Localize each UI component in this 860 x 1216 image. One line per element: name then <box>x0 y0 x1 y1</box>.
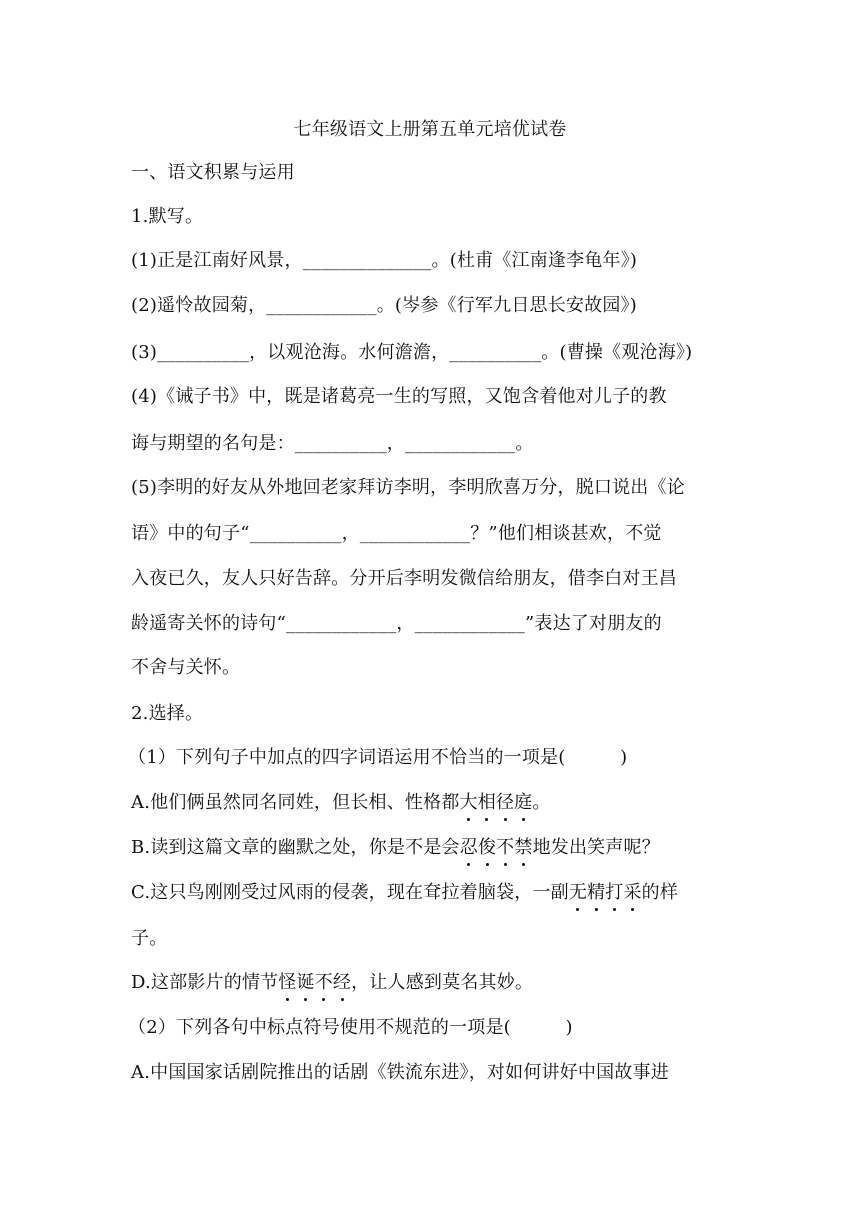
dotted-idiom <box>460 837 533 858</box>
emphasis-dot-char: 经 <box>332 972 352 993</box>
emphasis-dot-char: 采 <box>623 882 642 903</box>
option-text: ，让人感到莫名其妙。 <box>351 972 534 993</box>
dotted-idiom <box>278 972 351 993</box>
emphasis-dot-char: 打 <box>605 882 624 903</box>
q1-item-4-line1: (4)《诫子书》中，既是诸葛亮一生的写照，又饱含着他对儿子的教 <box>131 386 667 407</box>
q2-sub1-option-b <box>131 836 731 860</box>
option-text: 的样 <box>641 882 679 903</box>
question-2-label: 2.选择。 <box>131 703 204 724</box>
emphasis-dot-char: 庭 <box>514 792 533 813</box>
emphasis-dot-char: 禁 <box>514 837 533 858</box>
section-heading: 一、语文积累与运用 <box>131 162 295 183</box>
option-text: 地发出笑声呢？ <box>532 837 660 858</box>
emphasis-dot-char: 不 <box>496 837 515 858</box>
emphasis-dot-char: 精 <box>587 882 606 903</box>
q2-sub1-stem: （1）下列句子中加点的四字词语运用不恰当的一项是( ) <box>128 747 628 768</box>
q1-item-5-line5: 不舍与关怀。 <box>131 657 241 678</box>
emphasis-dot-char: 大 <box>459 792 478 813</box>
q1-item-4-line2: 诲与期望的名句是：__________，____________。 <box>131 433 534 454</box>
dotted-idiom <box>569 882 642 903</box>
q2-sub1-option-d <box>131 971 731 995</box>
q2-sub2-stem: （2）下列各句中标点符号使用不规范的一项是( ) <box>128 1017 573 1038</box>
q2-sub1-option-c-cont: 子。 <box>131 928 168 949</box>
option-text: B.读到这篇文章的幽默之处，你是不是会 <box>131 837 460 858</box>
q1-item-5-line3: 入夜已久，友人只好告辞。分开后李明发微信给朋友，借李白对王昌 <box>131 568 677 589</box>
emphasis-dot-char: 诞 <box>296 972 315 993</box>
option-text: A.他们俩虽然同名同姓，但长相、性格都 <box>131 792 460 813</box>
q1-item-2: (2)遥怜故园菊，____________。(岑参《行军九日思长安故园》) <box>131 295 637 316</box>
option-text: 。 <box>532 792 551 813</box>
option-text: C.这只鸟刚刚受过风雨的侵袭，现在耷拉着脑袋，一副 <box>131 882 569 903</box>
q2-sub1-option-c <box>131 881 731 905</box>
option-text: D.这部影片的情节 <box>131 972 279 993</box>
emphasis-dot-char: 俊 <box>477 837 497 858</box>
q1-item-1: (1)正是江南好风景，______________。(杜甫《江南逢李龟年》) <box>131 250 638 271</box>
emphasis-dot-char: 相 <box>477 792 496 813</box>
emphasis-dot-char: 忍 <box>459 837 478 858</box>
q1-item-5-line4: 龄遥寄关怀的诗句“____________，____________”表达了对朋友的 <box>131 613 662 634</box>
page-title: 七年级语文上册第五单元培优试卷 <box>293 119 567 140</box>
q1-item-5-line1: (5)李明的好友从外地回老家拜访李明，李明欣喜万分，脱口说出《论 <box>131 477 685 498</box>
q1-item-3: (3)__________，以观沧海。水何澹澹，__________。(曹操《观沧海》) <box>131 342 693 363</box>
q2-sub2-option-a: A.中国国家话剧院推出的话剧《铁流东进》，对如何讲好中国故事进 <box>131 1062 669 1083</box>
question-1-label: 1.默写。 <box>131 206 204 227</box>
emphasis-dot-char: 无 <box>568 882 588 903</box>
emphasis-dot-char: 怪 <box>278 972 297 993</box>
dotted-idiom <box>460 792 533 813</box>
emphasis-dot-char: 不 <box>314 972 333 993</box>
q2-sub1-option-a <box>131 791 731 815</box>
emphasis-dot-char: 径 <box>495 792 515 813</box>
q1-item-5-line2: 语》中的句子“__________，____________？”他们相谈甚欢，不觉 <box>131 523 662 544</box>
